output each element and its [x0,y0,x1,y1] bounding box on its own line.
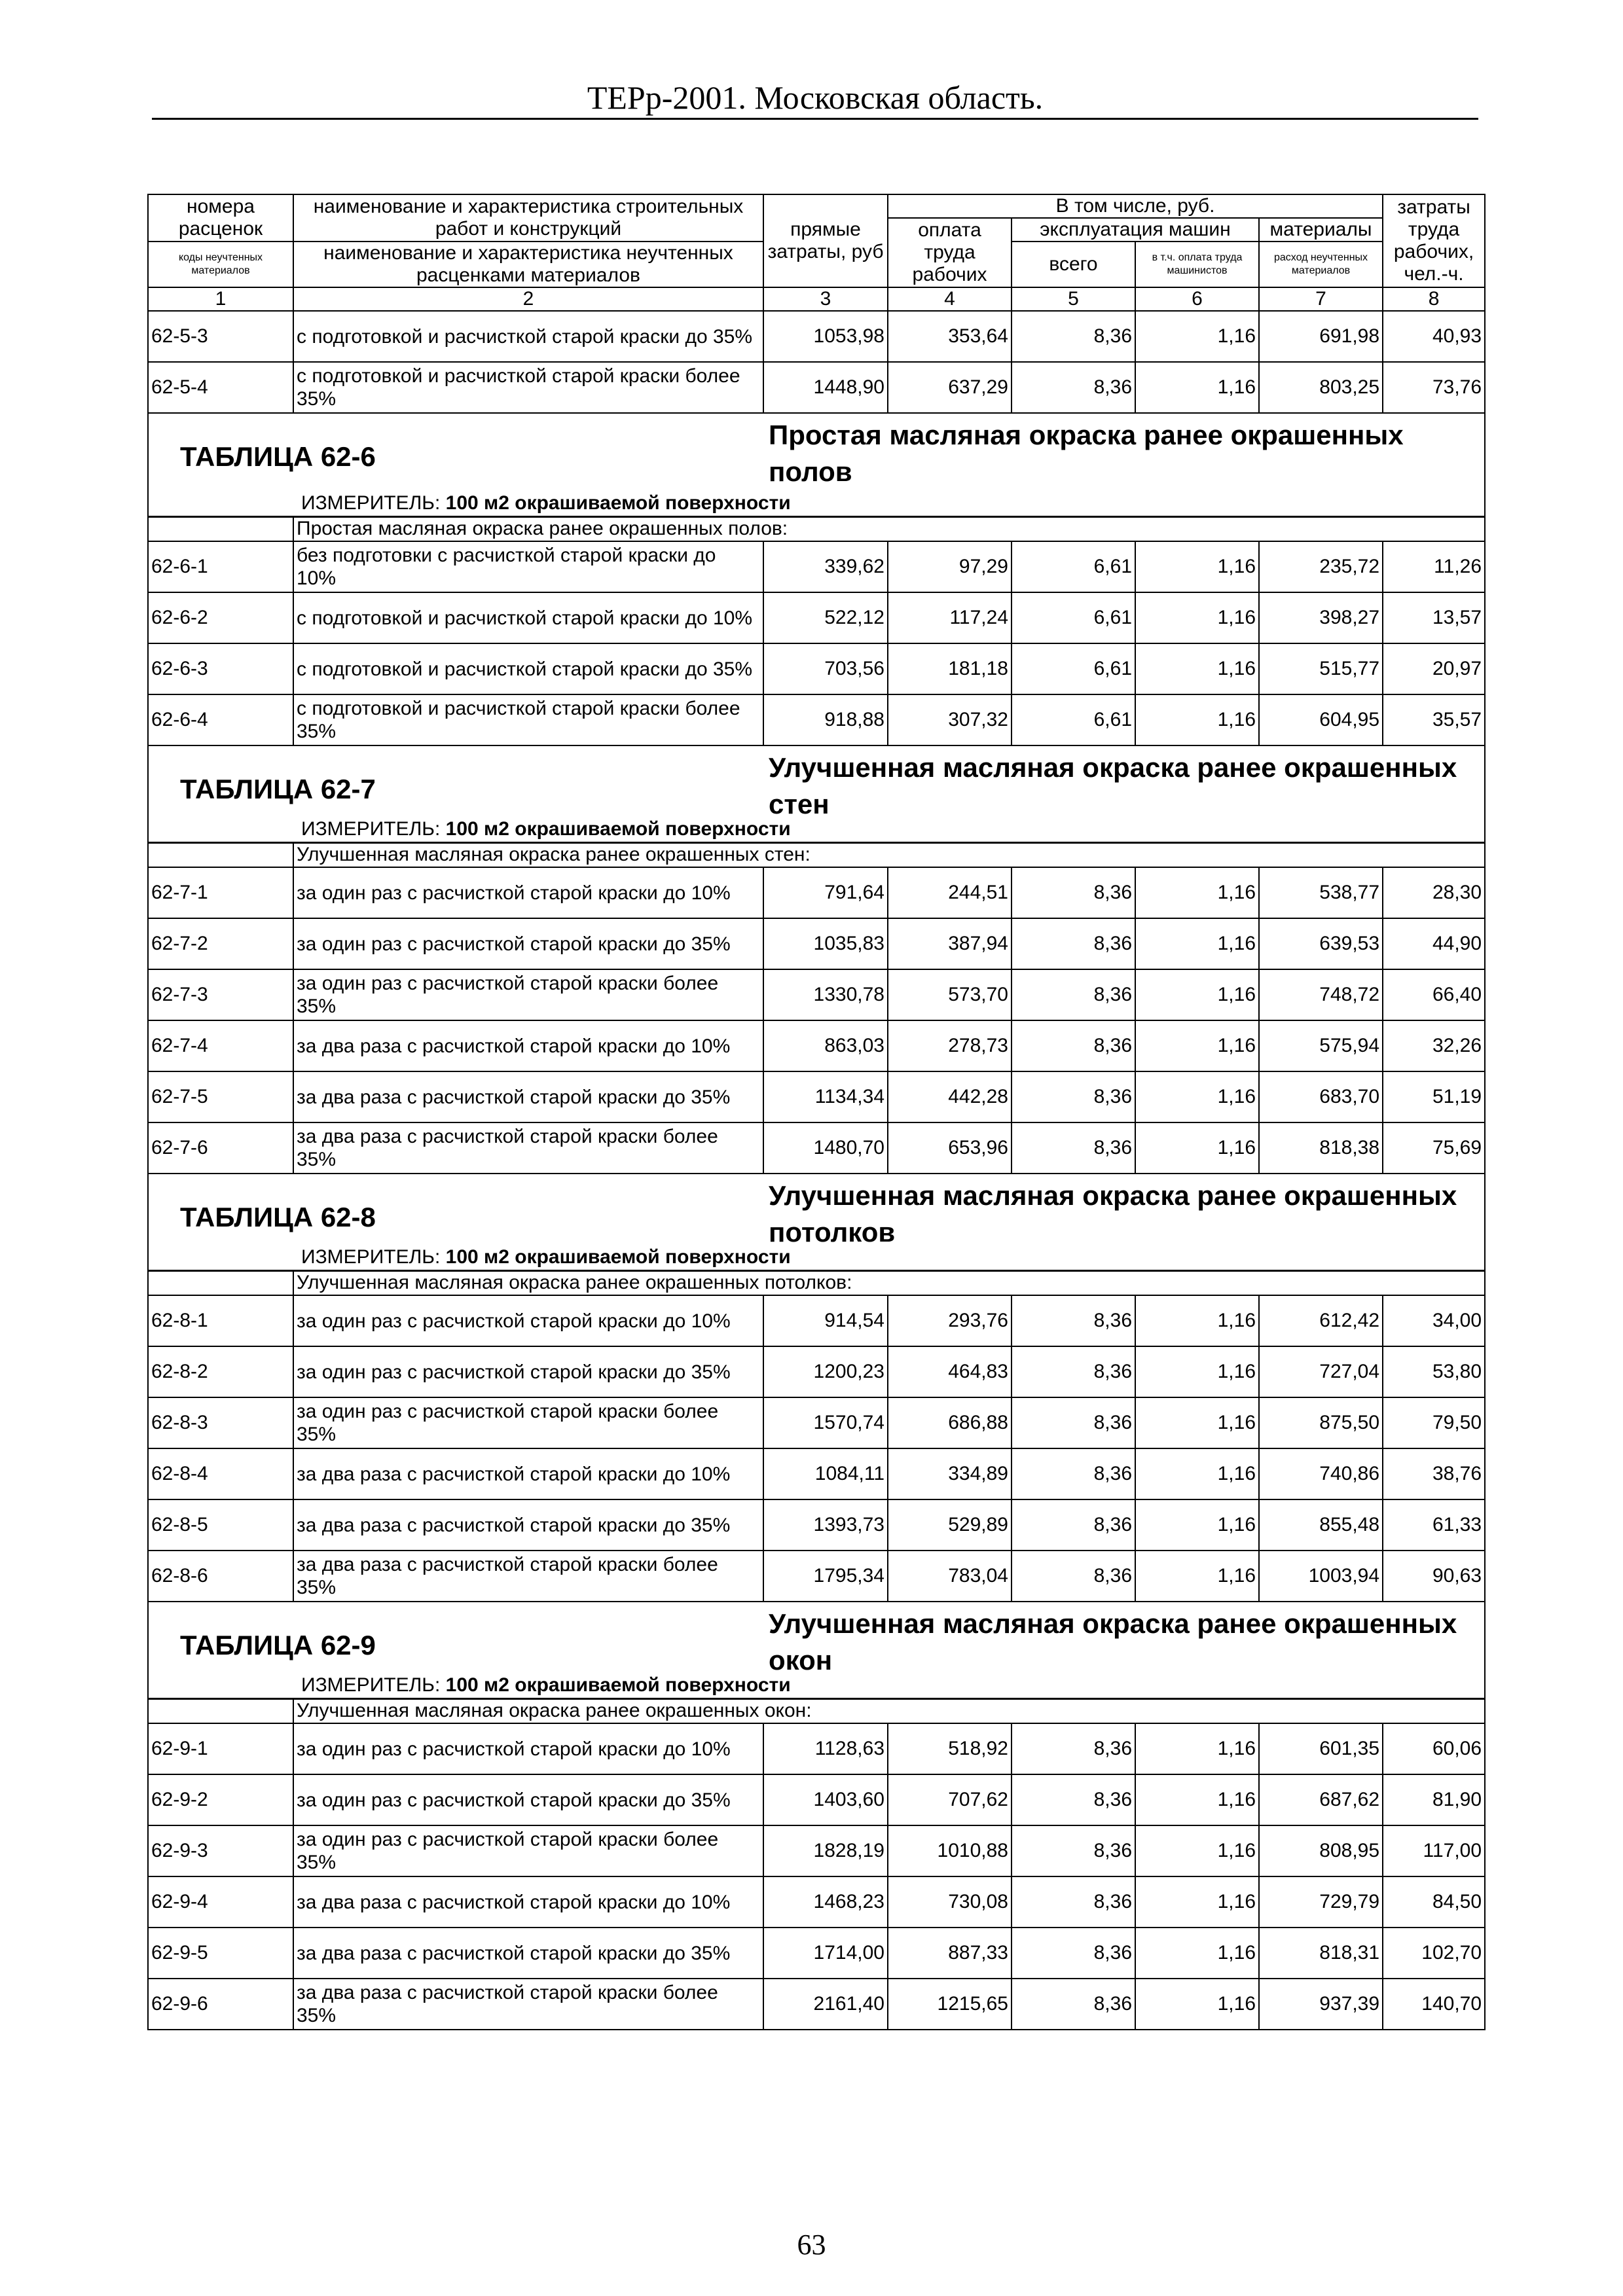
table-subtitle-row [148,1698,1485,1723]
rate-name: за два раза с расчисткой старой краски до 10% [293,1876,763,1928]
rate-machinists: 1,16 [1135,362,1259,413]
rate-mat: 818,38 [1259,1122,1383,1174]
rate-pay: 686,88 [888,1397,1012,1448]
table-row [148,1928,1485,1979]
measure-label: ИЗМЕРИТЕЛЬ: [301,817,441,840]
rate-direct: 1134,34 [763,1071,888,1122]
rate-pay: 97,29 [888,541,1012,592]
rate-name: за два раза с расчисткой старой краски до 35% [293,1928,763,1979]
rate-labor: 102,70 [1383,1928,1485,1979]
rate-name: за один раз с расчисткой старой краски до 35% [293,1774,763,1825]
rate-mat: 691,98 [1259,311,1383,362]
rate-pay: 334,89 [888,1448,1012,1499]
rate-code: 62-9-6 [148,1979,293,2030]
rate-mat: 727,04 [1259,1346,1383,1397]
rate-machinists: 1,16 [1135,1928,1259,1979]
rate-pay: 529,89 [888,1499,1012,1551]
rate-labor: 61,33 [1383,1499,1485,1551]
rate-machinists: 1,16 [1135,1876,1259,1928]
rate-name: за два раза с расчисткой старой краски до 10% [293,1020,763,1071]
measure-value: 100 м2 окрашиваемой поверхности [445,1246,791,1268]
rate-mat: 604,95 [1259,694,1383,745]
rate-pay: 442,28 [888,1071,1012,1122]
rate-mach: 6,61 [1012,694,1135,745]
rate-mat: 538,77 [1259,867,1383,918]
rate-direct: 1330,78 [763,969,888,1020]
rate-direct: 1448,90 [763,362,888,413]
rate-machinists: 1,16 [1135,1774,1259,1825]
rate-pay: 783,04 [888,1551,1012,1602]
rate-code: 62-9-1 [148,1723,293,1774]
rate-labor: 73,76 [1383,362,1485,413]
rate-labor: 60,06 [1383,1723,1485,1774]
rate-machinists: 1,16 [1135,1295,1259,1346]
rate-mach: 8,36 [1012,1071,1135,1122]
table-code: ТАБЛИЦА 62-7 [180,774,376,804]
col-materials-header: материалы [1259,218,1383,242]
rate-name: за один раз с расчисткой старой краски до 10% [293,1723,763,1774]
rate-direct: 1570,74 [763,1397,888,1448]
col-code-sub-header: коды неучтенных материалов [148,242,293,287]
rate-mach: 8,36 [1012,867,1135,918]
rate-name: за один раз с расчисткой старой краски до 10% [293,1295,763,1346]
rate-mat: 601,35 [1259,1723,1383,1774]
rate-mat: 818,31 [1259,1928,1383,1979]
rate-machinists: 1,16 [1135,1825,1259,1876]
rate-mat: 748,72 [1259,969,1383,1020]
page-number: 63 [797,2229,826,2261]
rate-name: за один раз с расчисткой старой краски до 35% [293,1346,763,1397]
table-title: Простая масляная окраска ранее окрашенных полов [769,420,1404,487]
page-header: ТЕРр-2001. Московская область. [152,77,1478,120]
rate-machinists: 1,16 [1135,1448,1259,1499]
rate-mach: 6,61 [1012,592,1135,643]
table-code: ТАБЛИЦА 62-8 [180,1202,376,1232]
col-pay-header: оплата труда рабочих [888,218,1012,287]
rate-direct: 791,64 [763,867,888,918]
rate-pay: 637,29 [888,362,1012,413]
rate-machinists: 1,16 [1135,867,1259,918]
rate-labor: 13,57 [1383,592,1485,643]
column-number: 7 [1259,287,1383,311]
rate-pay: 244,51 [888,867,1012,918]
rate-direct: 1200,23 [763,1346,888,1397]
rate-pay: 653,96 [888,1122,1012,1174]
rate-labor: 140,70 [1383,1979,1485,2030]
rate-pay: 1010,88 [888,1825,1012,1876]
rate-direct: 918,88 [763,694,888,745]
subtitle-spacer [148,516,293,541]
table-title-row [148,1602,1485,1698]
rate-mach: 8,36 [1012,1825,1135,1876]
rate-pay: 307,32 [888,694,1012,745]
rate-machinists: 1,16 [1135,1499,1259,1551]
rate-code: 62-6-2 [148,592,293,643]
rate-code: 62-9-2 [148,1774,293,1825]
rate-direct: 1403,60 [763,1774,888,1825]
rate-labor: 34,00 [1383,1295,1485,1346]
rate-name: с подготовкой и расчисткой старой краски до 35% [293,311,763,362]
rate-direct: 1393,73 [763,1499,888,1551]
rate-mach: 8,36 [1012,1876,1135,1928]
rate-pay: 464,83 [888,1346,1012,1397]
price-table [147,194,1486,2030]
rate-mat: 683,70 [1259,1071,1383,1122]
table-row [148,1825,1485,1876]
rate-direct: 863,03 [763,1020,888,1071]
rate-name: за два раза с расчисткой старой краски более 35% [293,1122,763,1174]
table-row [148,1020,1485,1071]
rate-pay: 1215,65 [888,1979,1012,2030]
rate-mat: 937,39 [1259,1979,1383,2030]
rate-machinists: 1,16 [1135,1551,1259,1602]
rate-labor: 40,93 [1383,311,1485,362]
rate-code: 62-9-3 [148,1825,293,1876]
measure-label: ИЗМЕРИТЕЛЬ: [301,1246,441,1268]
rate-labor: 44,90 [1383,918,1485,969]
rate-pay: 278,73 [888,1020,1012,1071]
rate-labor: 79,50 [1383,1397,1485,1448]
rate-mach: 6,61 [1012,643,1135,694]
rate-name: с подготовкой и расчисткой старой краски более 35% [293,694,763,745]
table-title: Улучшенная масляная окраска ранее окрашенных стен [769,752,1457,819]
rate-direct: 703,56 [763,643,888,694]
rate-name: за один раз с расчисткой старой краски более 35% [293,969,763,1020]
rate-pay: 387,94 [888,918,1012,969]
rate-mach: 8,36 [1012,1397,1135,1448]
col-machines-total-header: всего [1012,242,1135,287]
rate-mach: 6,61 [1012,541,1135,592]
table-subtitle-row [148,842,1485,867]
column-number: 1 [148,287,293,311]
rate-machinists: 1,16 [1135,1020,1259,1071]
table-subtitle: Улучшенная масляная окраска ранее окрашенных окон: [293,1698,1485,1723]
table-row [148,1876,1485,1928]
rate-machinists: 1,16 [1135,1397,1259,1448]
measure-value: 100 м2 окрашиваемой поверхности [445,492,791,514]
rate-mat: 855,48 [1259,1499,1383,1551]
table-row [148,1122,1485,1174]
rate-labor: 20,97 [1383,643,1485,694]
rate-code: 62-9-4 [148,1876,293,1928]
rate-code: 62-8-2 [148,1346,293,1397]
rate-labor: 28,30 [1383,867,1485,918]
rate-code: 62-6-4 [148,694,293,745]
rate-labor: 75,69 [1383,1122,1485,1174]
rate-mach: 8,36 [1012,1774,1135,1825]
table-title-row [148,413,1485,516]
table-row [148,969,1485,1020]
rate-name: за один раз с расчисткой старой краски более 35% [293,1825,763,1876]
rate-mach: 8,36 [1012,969,1135,1020]
rate-direct: 914,54 [763,1295,888,1346]
col-machines-header: эксплуатация машин [1012,218,1259,242]
rate-code: 62-8-3 [148,1397,293,1448]
rate-labor: 35,57 [1383,694,1485,745]
rate-labor: 38,76 [1383,1448,1485,1499]
table-row [148,918,1485,969]
rate-machinists: 1,16 [1135,643,1259,694]
rate-code: 62-5-4 [148,362,293,413]
rate-labor: 117,00 [1383,1825,1485,1876]
rate-name: за два раза с расчисткой старой краски до 35% [293,1071,763,1122]
col-labor-header: затраты труда рабочих, чел.-ч. [1383,194,1485,287]
rate-labor: 32,26 [1383,1020,1485,1071]
table-title-row [148,745,1485,842]
rate-machinists: 1,16 [1135,1071,1259,1122]
table-measure [301,1674,791,1696]
rate-pay: 353,64 [888,311,1012,362]
column-number: 4 [888,287,1012,311]
rate-mach: 8,36 [1012,1295,1135,1346]
rate-name: за два раза с расчисткой старой краски более 35% [293,1979,763,2030]
measure-value: 100 м2 окрашиваемой поверхности [445,1674,791,1696]
rate-pay: 181,18 [888,643,1012,694]
rate-direct: 1714,00 [763,1928,888,1979]
rate-direct: 1480,70 [763,1122,888,1174]
rate-name: за один раз с расчисткой старой краски до 35% [293,918,763,969]
rate-pay: 707,62 [888,1774,1012,1825]
table-measure [301,492,791,514]
col-code-header: номера расценок [148,194,293,242]
rate-machinists: 1,16 [1135,694,1259,745]
rate-machinists: 1,16 [1135,918,1259,969]
table-row [148,362,1485,413]
rate-code: 62-8-6 [148,1551,293,1602]
rate-machinists: 1,16 [1135,1346,1259,1397]
table-row [148,1448,1485,1499]
table-title: Улучшенная масляная окраска ранее окрашенных потолков [769,1180,1457,1247]
col-direct-header: прямые затраты, руб [763,194,888,287]
rate-code: 62-7-2 [148,918,293,969]
table-row [148,1979,1485,2030]
rate-mach: 8,36 [1012,1448,1135,1499]
table-title-cell [148,413,1485,516]
col-name-header: наименование и характеристика строительных работ и конструкций [293,194,763,242]
table-row [148,1346,1485,1397]
rate-pay: 117,24 [888,592,1012,643]
table-title-row [148,1174,1485,1270]
rate-mach: 8,36 [1012,1928,1135,1979]
rate-labor: 51,19 [1383,1071,1485,1122]
rate-direct: 1053,98 [763,311,888,362]
rate-code: 62-9-5 [148,1928,293,1979]
rate-mat: 639,53 [1259,918,1383,969]
table-subtitle: Улучшенная масляная окраска ранее окрашенных стен: [293,842,1485,867]
rate-name: за два раза с расчисткой старой краски до 35% [293,1499,763,1551]
rate-pay: 573,70 [888,969,1012,1020]
rate-mat: 398,27 [1259,592,1383,643]
rate-machinists: 1,16 [1135,1979,1259,2030]
rate-machinists: 1,16 [1135,592,1259,643]
rate-code: 62-8-1 [148,1295,293,1346]
table-measure [301,1246,791,1268]
rate-code: 62-7-3 [148,969,293,1020]
measure-label: ИЗМЕРИТЕЛЬ: [301,492,441,514]
rate-machinists: 1,16 [1135,1723,1259,1774]
column-number: 5 [1012,287,1135,311]
rate-labor: 53,80 [1383,1346,1485,1397]
rate-direct: 1084,11 [763,1448,888,1499]
header-row-1 [148,194,1485,218]
table-code: ТАБЛИЦА 62-6 [180,441,376,472]
table-row [148,541,1485,592]
table-row [148,1295,1485,1346]
rate-code: 62-7-1 [148,867,293,918]
rate-code: 62-7-5 [148,1071,293,1122]
rate-machinists: 1,16 [1135,969,1259,1020]
rate-name: за два раза с расчисткой старой краски до 10% [293,1448,763,1499]
rate-machinists: 1,16 [1135,1122,1259,1174]
table-subtitle-row [148,1270,1485,1295]
col-machinists-header: в т.ч. оплата труда машинистов [1135,242,1259,287]
rate-name: с подготовкой и расчисткой старой краски более 35% [293,362,763,413]
rate-mach: 8,36 [1012,311,1135,362]
rate-mat: 235,72 [1259,541,1383,592]
rate-labor: 81,90 [1383,1774,1485,1825]
rate-code: 62-5-3 [148,311,293,362]
col-name-sub-header: наименование и характеристика неучтенных расценками материалов [293,242,763,287]
column-number: 2 [293,287,763,311]
measure-label: ИЗМЕРИТЕЛЬ: [301,1674,441,1696]
rate-mach: 8,36 [1012,1551,1135,1602]
table-row [148,1774,1485,1825]
rate-mat: 1003,94 [1259,1551,1383,1602]
rate-mach: 8,36 [1012,362,1135,413]
column-number: 8 [1383,287,1485,311]
rate-mat: 612,42 [1259,1295,1383,1346]
table-row [148,643,1485,694]
rate-direct: 339,62 [763,541,888,592]
rate-direct: 1468,23 [763,1876,888,1928]
rate-code: 62-8-4 [148,1448,293,1499]
rate-labor: 84,50 [1383,1876,1485,1928]
rate-direct: 1128,63 [763,1723,888,1774]
rate-mat: 740,86 [1259,1448,1383,1499]
rate-machinists: 1,16 [1135,541,1259,592]
rate-pay: 518,92 [888,1723,1012,1774]
rate-labor: 90,63 [1383,1551,1485,1602]
rate-mach: 8,36 [1012,1499,1135,1551]
rate-direct: 2161,40 [763,1979,888,2030]
table-title-cell [148,1174,1485,1270]
table-row [148,1723,1485,1774]
rate-mat: 575,94 [1259,1020,1383,1071]
table-title: Улучшенная масляная окраска ранее окрашенных окон [769,1608,1457,1676]
table-measure [301,818,791,840]
rate-direct: 1795,34 [763,1551,888,1602]
rate-name: за два раза с расчисткой старой краски более 35% [293,1551,763,1602]
rate-name: без подготовки с расчисткой старой краски до 10% [293,541,763,592]
subtitle-spacer [148,842,293,867]
table-title-cell [148,745,1485,842]
rate-mat: 729,79 [1259,1876,1383,1928]
rate-mat: 687,62 [1259,1774,1383,1825]
table-row [148,1551,1485,1602]
rate-labor: 11,26 [1383,541,1485,592]
column-number: 3 [763,287,888,311]
rate-code: 62-7-6 [148,1122,293,1174]
rate-mach: 8,36 [1012,1020,1135,1071]
rate-mach: 8,36 [1012,1979,1135,2030]
rate-pay: 293,76 [888,1295,1012,1346]
rate-direct: 522,12 [763,592,888,643]
rate-mat: 803,25 [1259,362,1383,413]
table-row [148,1499,1485,1551]
rate-pay: 730,08 [888,1876,1012,1928]
rate-mach: 8,36 [1012,1723,1135,1774]
rate-mat: 515,77 [1259,643,1383,694]
rate-labor: 66,40 [1383,969,1485,1020]
rate-name: за один раз с расчисткой старой краски до 10% [293,867,763,918]
table-row [148,867,1485,918]
table-row [148,1397,1485,1448]
table-title-cell [148,1602,1485,1698]
col-incl-header: В том числе, руб. [888,194,1383,218]
column-number-row [148,287,1485,311]
rate-name: за один раз с расчисткой старой краски более 35% [293,1397,763,1448]
rate-direct: 1828,19 [763,1825,888,1876]
table-row [148,694,1485,745]
table-subtitle: Улучшенная масляная окраска ранее окрашенных потолков: [293,1270,1485,1295]
rate-mach: 8,36 [1012,918,1135,969]
rate-code: 62-6-3 [148,643,293,694]
table-subtitle: Простая масляная окраска ранее окрашенных полов: [293,516,1485,541]
table-row [148,311,1485,362]
rate-mach: 8,36 [1012,1122,1135,1174]
measure-value: 100 м2 окрашиваемой поверхности [445,817,791,840]
column-number: 6 [1135,287,1259,311]
rate-mat: 875,50 [1259,1397,1383,1448]
rate-code: 62-8-5 [148,1499,293,1551]
table-subtitle-row [148,516,1485,541]
rate-machinists: 1,16 [1135,311,1259,362]
rate-name: с подготовкой и расчисткой старой краски до 35% [293,643,763,694]
table-row [148,592,1485,643]
rate-name: с подготовкой и расчисткой старой краски до 10% [293,592,763,643]
table-code: ТАБЛИЦА 62-9 [180,1630,376,1660]
rate-mat: 808,95 [1259,1825,1383,1876]
rate-pay: 887,33 [888,1928,1012,1979]
subtitle-spacer [148,1270,293,1295]
rate-code: 62-7-4 [148,1020,293,1071]
subtitle-spacer [148,1698,293,1723]
table-row [148,1071,1485,1122]
rate-mach: 8,36 [1012,1346,1135,1397]
rate-code: 62-6-1 [148,541,293,592]
col-materials-sub-header: расход неучтенных материалов [1259,242,1383,287]
rate-direct: 1035,83 [763,918,888,969]
